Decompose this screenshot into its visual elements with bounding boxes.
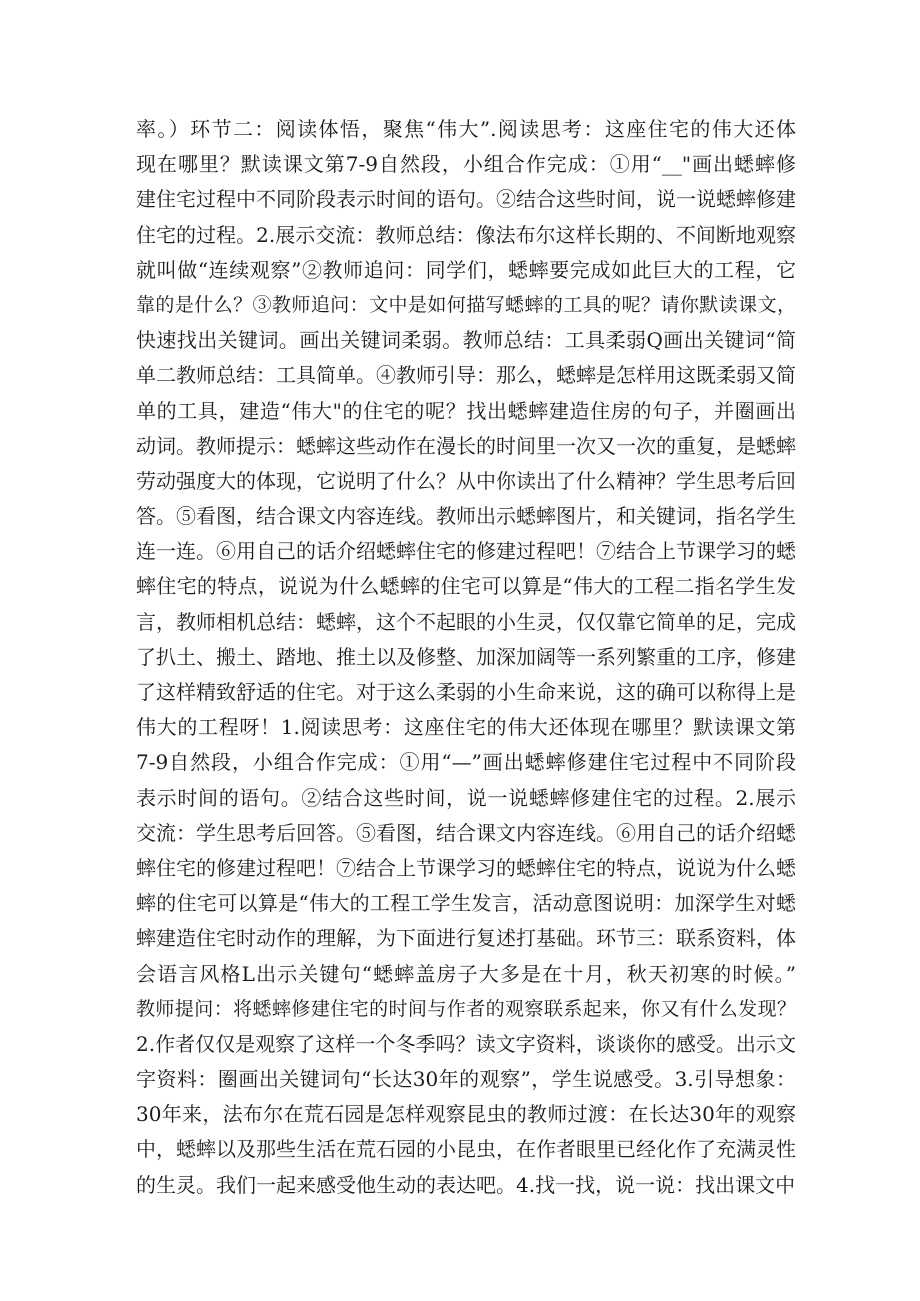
text-line: 7-9自然段，小组合作完成：①用“—”画出蟋蟀修建住宅过程中不同阶段 <box>136 750 796 775</box>
text-line: 2.作者仅仅是观察了这样一个冬季吗？读文字资料，谈谈你的感受。出示文 <box>136 1031 796 1056</box>
text-line: 中，蟋蟀以及那些生活在荒石园的小昆虫，在作者眼里已经化作了充满灵性 <box>136 1137 796 1162</box>
text-line: 就叫做“连续观察”②教师追问：同学们，蟋蟀要完成如此巨大的工程，它 <box>136 257 796 282</box>
text-line: 表示时间的语句。②结合这些时间，说一说蟋蟀修建住宅的过程。2.展示 <box>136 785 796 810</box>
text-line: 了这样精致舒适的住宅。对于这么柔弱的小生命来说，这的确可以称得上是 <box>136 680 796 704</box>
text-line: 劳动强度大的体现，它说明了什么？从中你读出了什么精神？学生思考后回 <box>136 468 796 493</box>
text-line: 了扒土、搬土、踏地、推土以及修整、加深加阔等一系列繁重的工序，修建 <box>136 644 796 669</box>
text-line: 率。）环节二：阅读体悟，聚焦“伟大”.阅读思考：这座住宅的伟大还体 <box>136 117 796 141</box>
text-line: 字资料：圈画出关键词句“长达30年的观察”，学生说感受。3.引导想象： <box>136 1067 796 1092</box>
text-line: 蟀住宅的特点，说说为什么蟋蟀的住宅可以算是“伟大的工程二指名学生发 <box>136 574 796 599</box>
text-line: 30年来，法布尔在荒石园是怎样观察昆虫的教师过渡：在长达30年的观察 <box>136 1102 796 1127</box>
text-line: 连一连。⑥用自己的话介绍蟋蟀住宅的修建过程吧！⑦结合上节课学习的蟋 <box>136 539 796 564</box>
text-line: 动词。教师提示：蟋蟀这些动作在漫长的时间里一次又一次的重复，是蟋蟀 <box>136 433 796 458</box>
text-line: 蟀住宅的修建过程吧！⑦结合上节课学习的蟋蟀住宅的特点，说说为什么蟋 <box>136 855 796 880</box>
body-text <box>136 112 796 1203</box>
text-line: 靠的是什么？③教师追问：文中是如何描写蟋蟀的工具的呢？请你默读课文， <box>136 293 796 316</box>
text-line: 建住宅过程中不同阶段表示时间的语句。②结合这些时间，说一说蟋蟀修建 <box>136 187 796 212</box>
text-line: 答。⑤看图，结合课文内容连线。教师出示蟋蟀图片，和关键词，指名学生 <box>136 504 796 529</box>
text-line: 的生灵。我们一起来感受他生动的表达吧。4.找一找，说一说：找出课文中 <box>136 1172 796 1197</box>
text-line: 蟀建造住宅时动作的理解，为下面进行复述打基础。环节三：联系资料，体 <box>136 926 796 951</box>
text-line: 快速找出关键词。画出关键词柔弱。教师总结：工具柔弱Q画出关键词“简 <box>136 328 796 353</box>
text-line: 现在哪里？默读课文第7-9自然段，小组合作完成：①用“__"画出蟋蟀修 <box>136 152 796 177</box>
text-line: 伟大的工程呀！1.阅读思考：这座住宅的伟大还体现在哪里？默读课文第 <box>136 715 796 740</box>
text-line: 单的工具，建造“伟大"的住宅的呢？找出蟋蟀建造住房的句子，并圈画出 <box>136 398 796 423</box>
text-line: 单二教师总结：工具简单。④教师引导：那么，蟋蟀是怎样用这既柔弱又简 <box>136 363 796 388</box>
text-line: 住宅的过程。2.展示交流：教师总结：像法布尔这样长期的、不间断地观察 <box>136 222 796 247</box>
text-line: 交流：学生思考后回答。⑤看图，结合课文内容连线。⑥用自己的话介绍蟋 <box>136 820 796 845</box>
text-line: 蟀的住宅可以算是“伟大的工程工学生发言，活动意图说明：加深学生对蟋 <box>136 891 796 916</box>
text-line: 会语言风格L出示关键句“蟋蟀盖房子大多是在十月，秋天初寒的时候。” <box>136 961 796 986</box>
text-line: 教师提问：将蟋蟀修建住宅的时间与作者的观察联系起来，你又有什么发现？ <box>136 997 796 1020</box>
text-line: 言，教师相机总结：蟋蟀，这个不起眼的小生灵，仅仅靠它简单的足，完成 <box>136 609 796 634</box>
